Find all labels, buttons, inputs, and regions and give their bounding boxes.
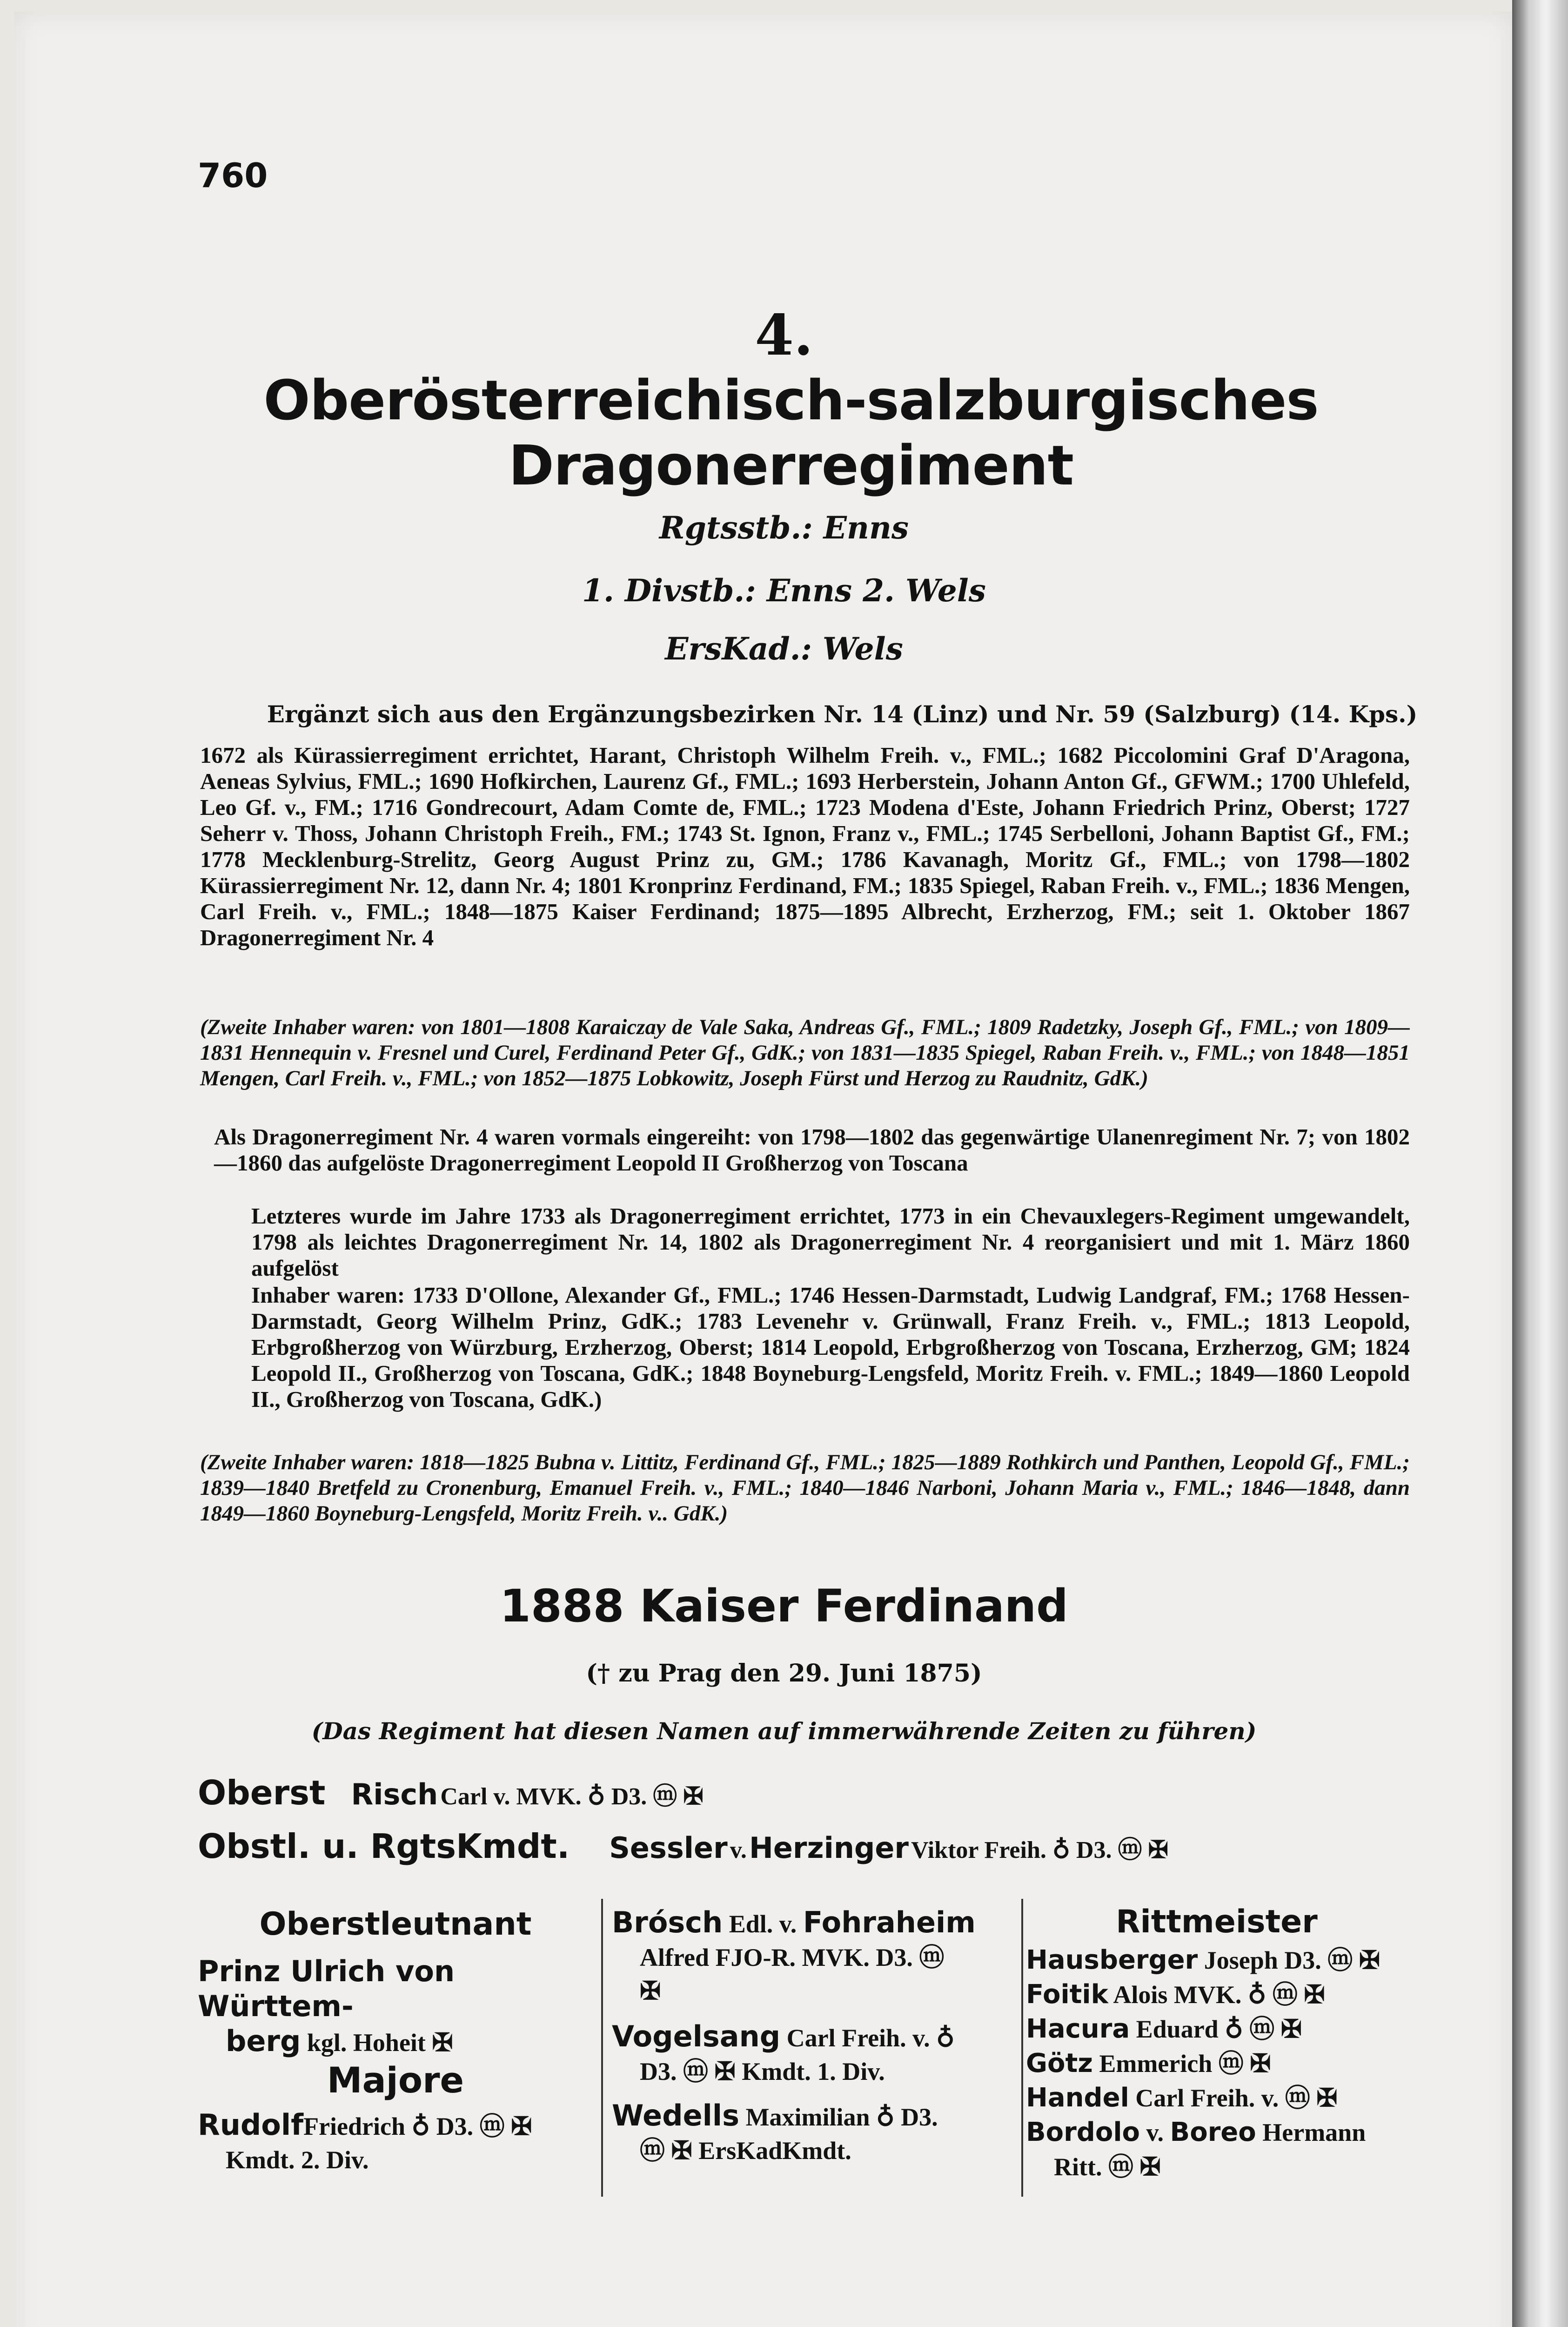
obstl-rank: Obstl. u. RgtsKmdt.: [198, 1827, 570, 1866]
brosch-name-2: Fohraheim: [803, 1905, 976, 1939]
rgtsstb-line: Rgtsstb.: Enns: [659, 510, 909, 546]
rittmeister-item: [1026, 2012, 1454, 2046]
prince-ulrich-details: kgl. Hoheit ✠: [307, 2029, 453, 2057]
brosch-line3: ✠: [640, 1977, 661, 2005]
brosch-line2: Alfred FJO-R. MVK. D3. ⓜ: [640, 1944, 945, 1971]
rudolf-line2: Kmdt. 2. Div.: [226, 2146, 369, 2174]
divstb-line: 1. Divstb.: Enns 2. Wels: [582, 572, 986, 609]
brosch-entry: [612, 1906, 1017, 2008]
column-divider-1: [601, 1899, 603, 2197]
dragoner-paragraph: Als Dragonerregiment Nr. 4 waren vormals eingereiht: von 1798—1802 das gegenwärtige Ulanenregiment Nr. 7; von 1802—1860 das aufgelöste Dragonerregiment Leopold II Großherzog von Toscana: [214, 1124, 1410, 1176]
majore-heading: Majore: [327, 2059, 464, 2101]
namesake-note: (Das Regiment hat diesen Namen auf immerwährende Zeiten zu führen): [311, 1717, 1257, 1745]
erganzung-note: Ergänzt sich aus den Ergänzungsbezirken Nr. 14 (Linz) und Nr. 59 (Salzburg) (14. Kps.): [267, 700, 1418, 728]
brosch-particle: Edl. v.: [729, 1910, 797, 1938]
page-number: 760: [198, 156, 268, 195]
rittmeister-item: [1026, 1977, 1454, 2012]
obstl-name-2: Herzinger: [749, 1831, 909, 1865]
namesake-title: 1888 Kaiser Ferdinand: [500, 1580, 1068, 1632]
oberst-name: Risch: [351, 1777, 438, 1811]
prince-ulrich-name: Prinz Ulrich von Württem-: [198, 1954, 455, 2023]
brosch-line1: [612, 1906, 1017, 1941]
rittmeister-particle: v.: [1146, 2119, 1164, 2146]
obstl-particle: v.: [730, 1837, 747, 1863]
oberstleutnant-heading: Oberstleutnant: [259, 1906, 532, 1943]
regiment-title: Oberösterreichisch-salzburgisches Dragonerregiment: [263, 368, 1319, 498]
column-divider-2: [1021, 1899, 1023, 2197]
rudolf-line1: [198, 2108, 598, 2143]
letzteres-paragraph: Letzteres wurde im Jahre 1733 als Dragonerregiment errichtet, 1773 in ein Chevauxlegers-Regiment umgewandelt, 1798 als leichtes Dragonerregiment Nr. 14, 1802 als Dragonerregiment Nr. 4 reorganisiert und mit 1. März 1860 aufgelöst: [251, 1203, 1410, 1281]
wedells-line2: ⓜ ✠ ErsKadKmdt.: [640, 2137, 851, 2165]
obstl-name: Sessler: [609, 1831, 728, 1865]
rittmeister-line2: Ritt. ⓜ ✠: [1054, 2153, 1161, 2181]
history-main: 1672 als Kürassierregiment errichtet, Harant, Christoph Wilhelm Freih. v., FML.; 1682 Piccolomini Graf D'Aragona, Aeneas Sylvius, FML.; 1690 Hofkirchen, Laurenz Gf., FML.; 1693 Herberstein, Johann Anton Gf., GFWM.; 1700 Uhlefeld, Leo Gf. v., FM.; 1716 Gondrecourt, Adam Comte de, FML.; 1723 Modena d'Este, Johann Friedrich Prinz, Oberst; 1727 Seherr v. Thoss, Johann Christoph Freih., FM.; 1743 St. Ignon, Franz v., FML.; 1745 Serbelloni, Johann Baptist Gf., FM.; 1778 Mecklenburg-Strelitz, Georg August Prinz zu, GM.; 1786 Kavanagh, Moritz Gf., FML.; von 1798—1802 Kürassierregiment Nr. 12, dann Nr. 4; 1801 Kronprinz Ferdinand, FM.; 1835 Spiegel, Raban Freih. v., FML.; 1836 Mengen, Carl Freih. v., FML.; 1848—1875 Kaiser Ferdinand; 1875—1895 Albrecht, Erzherzog, FM.; seit 1. Oktober 1867 Dragonerregiment Nr. 4: [200, 742, 1410, 950]
prince-ulrich-entry: [198, 1955, 598, 2059]
regiment-number: 4.: [755, 303, 813, 368]
prince-ulrich-line1: [198, 1955, 598, 2024]
wedells-entry: [612, 2099, 1017, 2167]
prince-ulrich-name-2: berg: [226, 2024, 301, 2058]
obstl-line: [198, 1827, 1168, 1866]
rittmeister-details: Carl Freih. v. ⓜ ✠: [1135, 2084, 1338, 2112]
vogelsang-line2: D3. ⓜ ✠ Kmdt. 1. Div.: [640, 2058, 885, 2085]
vogelsang-line1: [612, 2020, 1017, 2055]
namesake-death: († zu Prag den 29. Juni 1875): [586, 1659, 982, 1688]
inhaber-paragraph: Inhaber waren: 1733 D'Ollone, Alexander Gf., FML.; 1746 Hessen-Darmstadt, Ludwig Landgraf, FM.; 1768 Hessen-Darmstadt, Georg Wilhelm Prinz, GdK.; 1783 Levenehr v. Grünwall, Franz Freih. v., FML.; 1813 Leopold, Erbgroßherzog von Würzburg, Erzherzog, Oberst; 1814 Leopold, Erbgroßherzog von Toscana, Erzherzog, GM; 1824 Leopold II., Großherzog von Toscana, GdK.; 1848 Boyneburg-Lengsfeld, Moritz Freih. v. FML.; 1849—1860 Leopold II., Großherzog von Toscana, GdK.): [251, 1282, 1410, 1412]
wedells-name: Wedells: [612, 2098, 740, 2132]
rittmeister-name: Hacura: [1026, 2014, 1130, 2044]
brosch-name: Brósch: [612, 1905, 723, 1939]
erskad-line: ErsKad.: Wels: [665, 631, 903, 667]
rittmeister-item: [1026, 2046, 1454, 2081]
rittmeister-name: Foitik: [1026, 1979, 1108, 2010]
second-owners: (Zweite Inhaber waren: von 1801—1808 Karaiczay de Vale Saka, Andreas Gf., FML.; 1809 Radetzky, Joseph Gf., FML.; von 1809—1831 Hennequin v. Fresnel und Curel, Ferdinand Peter Gf., GdK.; von 1831—1835 Spiegel, Raban Freih. v., FML.; von 1848—1851 Mengen, Carl Freih. v., FML.; von 1852—1875 Lobkowitz, Joseph Fürst und Herzog zu Raudnitz, GdK.): [200, 1015, 1410, 1090]
second-owners-2: (Zweite Inhaber waren: 1818—1825 Bubna v. Littitz, Ferdinand Gf., FML.; 1825—1889 Rothkirch und Panthen, Leopold Gf., FML.; 1839—1840 Bretfeld zu Cronenburg, Emanuel Freih. v., FML.; 1840—1846 Narboni, Johann Maria v., FML.; 1846—1848, dann 1849—1860 Boyneburg-Lengsfeld, Moritz Freih. v.. GdK.): [200, 1450, 1410, 1526]
rittmeister-details: Eduard ♁ ⓜ ✠: [1136, 2015, 1302, 2043]
rittmeister-details: Hermann: [1262, 2119, 1366, 2146]
rittmeister-heading: Rittmeister: [1116, 1903, 1318, 1940]
wedells-line1: [612, 2099, 1017, 2134]
oberst-rank: Oberst: [198, 1773, 326, 1812]
rittmeister-name: Handel: [1026, 2083, 1129, 2113]
rittmeister-details: Alois MVK. ♁ ⓜ ✠: [1113, 1981, 1325, 2009]
oberst-details: Carl v. MVK. ♁ D3. ⓜ ✠: [440, 1783, 704, 1810]
vogelsang-entry: [612, 2020, 1017, 2088]
oberst-line: [198, 1773, 704, 1812]
prince-ulrich-line2: [198, 2024, 598, 2059]
obstl-details: Viktor Freih. ♁ D3. ⓜ ✠: [911, 1837, 1169, 1863]
rudolf-entry: [198, 2108, 598, 2177]
rittmeister-name: Götz: [1026, 2048, 1093, 2078]
rittmeister-details: Joseph D3. ⓜ ✠: [1204, 1946, 1380, 1974]
wedells-details: Maximilian ♁ D3.: [745, 2103, 938, 2131]
vogelsang-name: Vogelsang: [612, 2019, 781, 2053]
rittmeister-list: [1026, 1943, 1454, 2184]
rittmeister-item: [1026, 2081, 1454, 2115]
rittmeister-item: [1026, 1943, 1454, 1977]
rittmeister-name-2: Boreo: [1170, 2117, 1256, 2147]
rittmeister-details: Emmerich ⓜ ✠: [1099, 2050, 1271, 2078]
rudolf-details: Friedrich ♁ D3. ⓜ ✠: [303, 2112, 532, 2140]
rittmeister-name: Hausberger: [1026, 1945, 1198, 1975]
rudolf-name: Rudolf: [198, 2108, 304, 2142]
rittmeister-item: [1026, 2115, 1454, 2150]
vogelsang-details: Carl Freih. v. ♁: [786, 2024, 955, 2052]
rittmeister-name: Bordolo: [1026, 2117, 1140, 2147]
